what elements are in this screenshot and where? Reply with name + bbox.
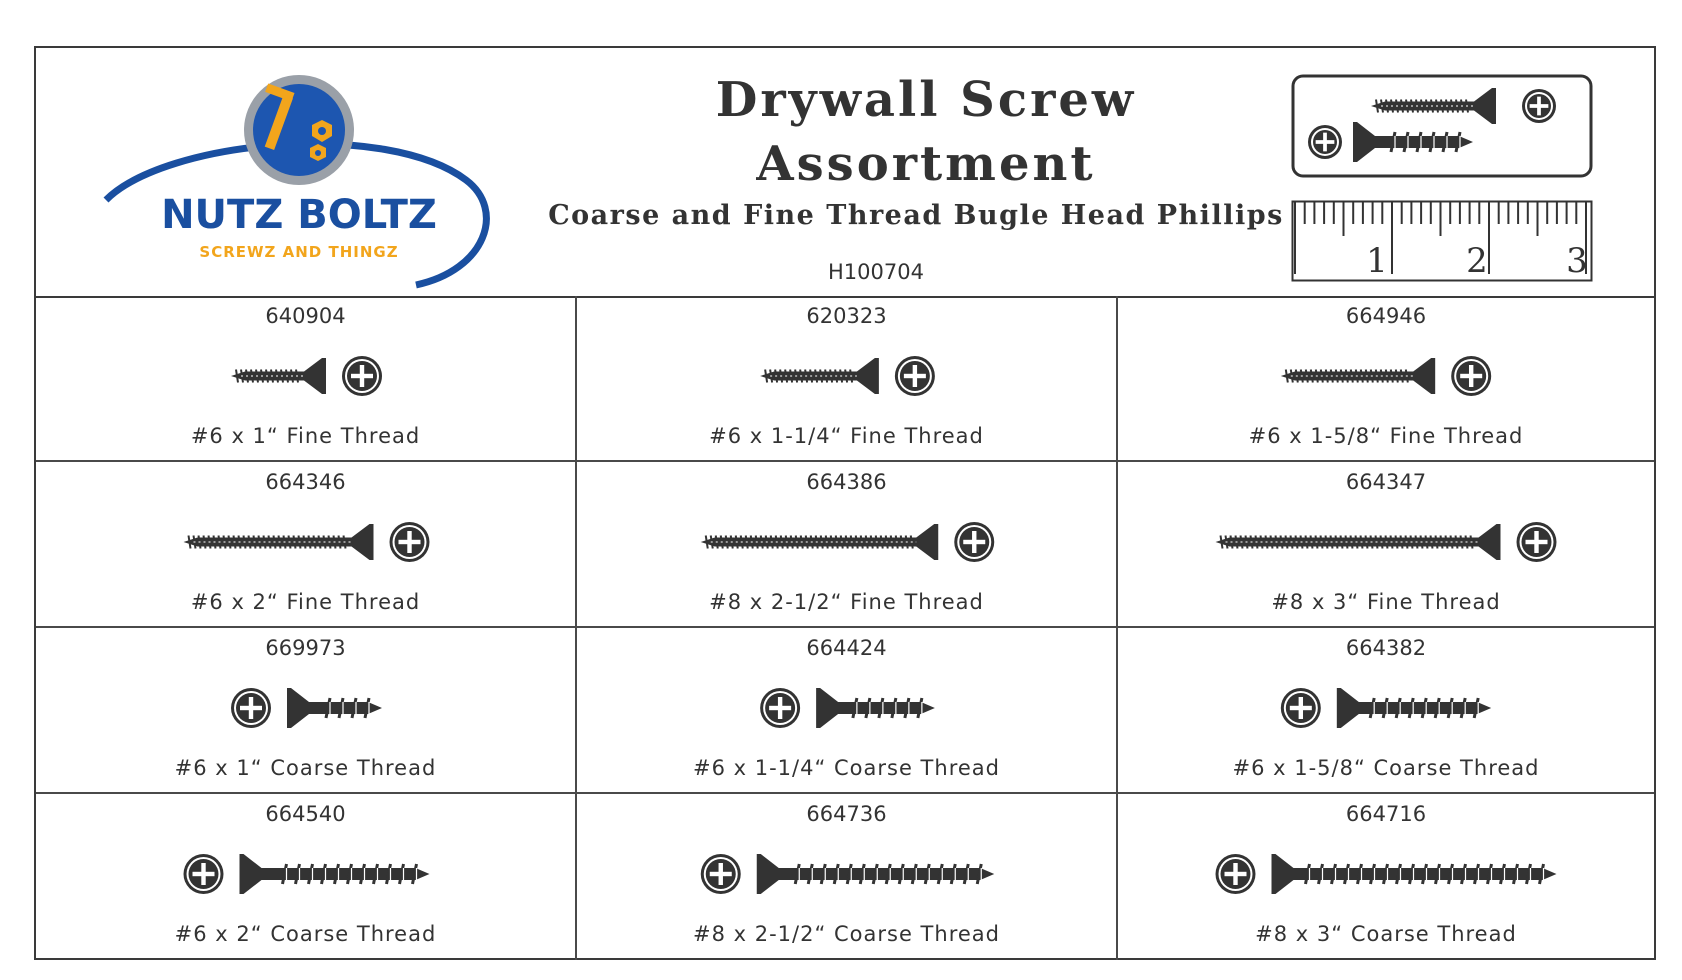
screw-description: #6 x 1“ Coarse Thread [174,756,437,780]
screw-description: #8 x 2-1/2“ Coarse Thread [692,922,1000,946]
screw-description: #6 x 1-1/4“ Fine Thread [709,424,984,448]
product-grid [36,296,1654,960]
product-cell [36,462,577,628]
product-card [34,46,1656,960]
ruler-label-2: 2 [1466,241,1488,281]
product-cell [577,628,1118,794]
screw-icon [36,502,575,582]
page-title [596,68,1256,196]
sku-number: 664347 [1345,470,1427,494]
product-code: H100704 [828,260,924,284]
screw-icon [1118,668,1654,748]
product-cell [1118,794,1654,960]
sku-number: 664946 [1345,304,1427,328]
ruler-label-1: 1 [1366,241,1388,281]
sku-number: 669973 [265,636,346,660]
screw-description: #6 x 1-5/8“ Fine Thread [1248,424,1524,448]
title-line-2: Assortment [756,136,1096,192]
screw-sample-box [1291,74,1593,178]
product-cell [36,628,577,794]
card-header [36,48,1654,298]
screw-icon [577,668,1116,748]
screw-icon [1118,502,1654,582]
screw-description: #6 x 1“ Fine Thread [190,424,421,448]
nutz-boltz-logo [86,70,516,290]
screw-icon [577,502,1116,582]
screw-icon [36,668,575,748]
sku-number: 664736 [806,802,887,826]
product-cell [577,794,1118,960]
screw-description: #6 x 2“ Coarse Thread [174,922,437,946]
screw-description: #8 x 2-1/2“ Fine Thread [709,590,984,614]
product-cell [1118,628,1654,794]
screw-icon [1118,834,1654,914]
screw-icon [36,834,575,914]
sku-number: 664386 [806,470,887,494]
logo-tagline: SCREWZ AND THINGZ [199,243,399,261]
sku-number: 640904 [265,304,346,328]
product-cell [36,794,577,960]
product-cell [1118,296,1654,462]
sku-number: 664382 [1345,636,1427,660]
screw-icon [36,336,575,416]
screw-description: #8 x 3“ Coarse Thread [1255,922,1517,946]
screw-description: #6 x 2“ Fine Thread [190,590,421,614]
inch-ruler [1291,200,1593,282]
screw-description: #6 x 1-1/4“ Coarse Thread [692,756,1000,780]
sku-number: 620323 [806,304,887,328]
sku-number: 664540 [265,802,346,826]
sku-number: 664424 [806,636,887,660]
screw-icon [577,834,1116,914]
title-line-1: Drywall Screw [715,72,1137,128]
page-subtitle: Coarse and Fine Thread Bugle Head Phillips [548,200,1284,231]
sku-number: 664716 [1345,802,1427,826]
screw-description: #6 x 1-5/8“ Coarse Thread [1232,756,1540,780]
product-cell [36,296,577,462]
product-cell [1118,462,1654,628]
screw-description: #8 x 3“ Fine Thread [1271,590,1501,614]
logo-name: NUTZ BOLTZ [161,192,437,238]
screw-icon [577,336,1116,416]
product-cell [577,462,1118,628]
screw-icon [1118,336,1654,416]
sku-number: 664346 [265,470,346,494]
ruler-label-3: 3 [1566,241,1588,281]
product-cell [577,296,1118,462]
